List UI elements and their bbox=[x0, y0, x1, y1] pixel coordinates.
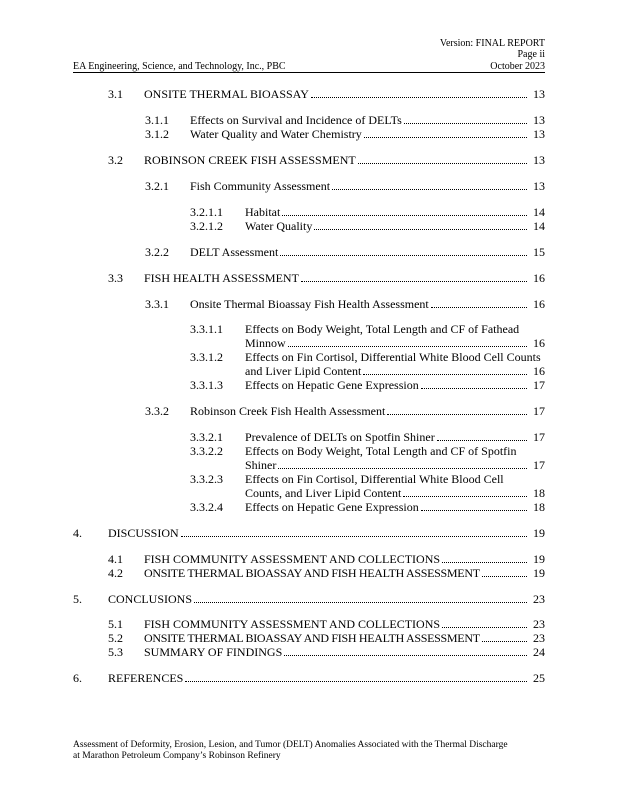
toc-entry-3-3-1[interactable] bbox=[145, 297, 545, 311]
toc-number: 3.3.2.2 bbox=[190, 444, 223, 458]
toc-title: FISH COMMUNITY ASSESSMENT AND COLLECTIONS bbox=[144, 552, 441, 566]
dot-leader bbox=[314, 219, 527, 230]
toc-title: FISH COMMUNITY ASSESSMENT AND COLLECTIONS bbox=[144, 617, 441, 631]
dot-leader bbox=[442, 552, 527, 563]
toc-number: 3.3.1 bbox=[145, 297, 169, 311]
toc-title: ONSITE THERMAL BIOASSAY bbox=[144, 87, 309, 101]
toc-number: 5.2 bbox=[108, 631, 123, 645]
toc-page: 13 bbox=[533, 179, 545, 193]
toc-page: 17 bbox=[533, 404, 545, 418]
toc-title: DISCUSSION bbox=[108, 526, 179, 540]
toc-title: Onsite Thermal Bioassay Fish Health Assessment bbox=[190, 297, 429, 311]
toc-title: REFERENCES bbox=[108, 671, 184, 685]
toc-page: 16 bbox=[533, 336, 545, 350]
toc-title: Robinson Creek Fish Health Assessment bbox=[190, 404, 386, 418]
toc-entry-3-3-1-3[interactable] bbox=[190, 378, 545, 392]
dot-leader bbox=[404, 113, 527, 124]
dot-leader bbox=[358, 153, 527, 164]
toc-entry-3-3-1-1[interactable] bbox=[190, 322, 545, 350]
toc-page: 16 bbox=[533, 271, 545, 285]
toc-page: 24 bbox=[533, 645, 545, 659]
toc-entry-5-3[interactable] bbox=[108, 645, 545, 659]
toc-number: 3.3.2.3 bbox=[190, 472, 223, 486]
toc-entry-3-1[interactable] bbox=[108, 87, 545, 101]
toc-number: 3.1.2 bbox=[145, 127, 169, 141]
toc-number: 3.3.2 bbox=[145, 404, 169, 418]
toc-title: CONCLUSIONS bbox=[108, 592, 193, 606]
toc-entry-5[interactable] bbox=[73, 592, 545, 606]
toc-number: 6. bbox=[73, 671, 82, 685]
dot-leader bbox=[301, 271, 527, 282]
toc-title: Water Quality and Water Chemistry bbox=[190, 127, 362, 141]
dot-leader bbox=[284, 645, 527, 656]
toc-title: Prevalence of DELTs on Spotfin Shiner bbox=[245, 430, 435, 444]
toc-number: 3.1.1 bbox=[145, 113, 169, 127]
toc-title-continued: and Liver Lipid Content bbox=[245, 364, 362, 378]
toc-page: 13 bbox=[533, 153, 545, 167]
toc-number: 3.3.2.1 bbox=[190, 430, 223, 444]
toc-entry-3-2-1-1[interactable] bbox=[190, 205, 545, 219]
toc-page: 14 bbox=[533, 219, 545, 233]
toc-entry-3-2-1[interactable] bbox=[145, 179, 545, 193]
toc-page: 17 bbox=[533, 378, 545, 392]
dot-leader bbox=[280, 245, 527, 256]
dot-leader bbox=[421, 500, 527, 511]
toc-page: 13 bbox=[533, 127, 545, 141]
toc-title: Habitat bbox=[245, 205, 281, 219]
toc-page: 25 bbox=[533, 671, 545, 685]
toc-number: 3.3.1.2 bbox=[190, 350, 223, 364]
dot-leader bbox=[278, 458, 527, 469]
toc-number: 4.1 bbox=[108, 552, 123, 566]
dot-leader bbox=[364, 127, 527, 138]
toc-page: 19 bbox=[533, 566, 545, 580]
dot-leader bbox=[181, 526, 527, 537]
toc-entry-3-2[interactable] bbox=[108, 153, 545, 167]
toc-title: Effects on Fin Cortisol, Differential White Blood Cell bbox=[245, 472, 504, 486]
page-number: Page ii bbox=[517, 49, 545, 60]
toc-title: Effects on Body Weight, Total Length and CF of Fathead bbox=[245, 322, 520, 336]
toc-page: 13 bbox=[533, 87, 545, 101]
dot-leader bbox=[311, 87, 527, 98]
toc-number: 5.3 bbox=[108, 645, 123, 659]
toc-entry-3-3[interactable] bbox=[108, 271, 545, 285]
toc-page: 23 bbox=[533, 617, 545, 631]
toc-entry-3-3-2[interactable] bbox=[145, 404, 545, 418]
dot-leader bbox=[288, 336, 527, 347]
toc-page: 16 bbox=[533, 364, 545, 378]
toc-number: 3.2.1.1 bbox=[190, 205, 223, 219]
toc-page: 23 bbox=[533, 631, 545, 645]
toc-number: 3.2.1.2 bbox=[190, 219, 223, 233]
toc-entry-5-1[interactable] bbox=[108, 617, 545, 631]
dot-leader bbox=[387, 404, 527, 415]
dot-leader bbox=[363, 364, 527, 375]
toc-entry-3-3-2-3[interactable] bbox=[190, 472, 545, 500]
toc-page: 17 bbox=[533, 430, 545, 444]
toc-page: 13 bbox=[533, 113, 545, 127]
toc-title: Effects on Hepatic Gene Expression bbox=[245, 500, 419, 514]
toc-title: Water Quality bbox=[245, 219, 313, 233]
toc-entry-5-2[interactable] bbox=[108, 631, 545, 645]
dot-leader bbox=[194, 592, 527, 603]
toc-page: 14 bbox=[533, 205, 545, 219]
toc-title: FISH HEALTH ASSESSMENT bbox=[144, 271, 299, 285]
footer-title-line1: Assessment of Deformity, Erosion, Lesion, and Tumor (DELT) Anomalies Associated with the Thermal Discharge bbox=[73, 740, 508, 750]
toc-page: 16 bbox=[533, 297, 545, 311]
toc-entry-6[interactable] bbox=[73, 671, 545, 685]
document-footer bbox=[73, 740, 508, 762]
toc-number: 5. bbox=[73, 592, 82, 606]
toc-title: ONSITE THERMAL BIOASSAY AND FISH HEALTH ASSESSMENT bbox=[144, 631, 480, 645]
dot-leader bbox=[185, 671, 527, 682]
toc-entry-3-1-2[interactable] bbox=[145, 127, 545, 141]
toc-number: 3.2 bbox=[108, 153, 123, 167]
report-version: Version: FINAL REPORT bbox=[439, 38, 545, 49]
toc-entry-3-3-2-4[interactable] bbox=[190, 500, 545, 514]
toc-entry-3-1-1[interactable] bbox=[145, 113, 545, 127]
toc-entry-3-3-2-1[interactable] bbox=[190, 430, 545, 444]
toc-page: 18 bbox=[533, 500, 545, 514]
toc-entry-4-1[interactable] bbox=[108, 552, 545, 566]
toc-page: 23 bbox=[533, 592, 545, 606]
toc-entry-3-3-1-2[interactable] bbox=[190, 350, 545, 378]
toc-number: 4.2 bbox=[108, 566, 123, 580]
toc-title: Effects on Hepatic Gene Expression bbox=[245, 378, 419, 392]
dot-leader bbox=[421, 378, 527, 389]
toc-title: ONSITE THERMAL BIOASSAY AND FISH HEALTH ASSESSMENT bbox=[144, 566, 480, 580]
toc-title: DELT Assessment bbox=[190, 245, 279, 259]
toc-page: 18 bbox=[533, 486, 545, 500]
toc-entry-4[interactable] bbox=[73, 526, 545, 540]
toc-title-continued: Shiner bbox=[245, 458, 277, 472]
toc-title: ROBINSON CREEK FISH ASSESSMENT bbox=[144, 153, 356, 167]
toc-title: Fish Community Assessment bbox=[190, 179, 331, 193]
report-date: October 2023 bbox=[490, 61, 545, 72]
toc-number: 3.2.2 bbox=[145, 245, 169, 259]
company-name: EA Engineering, Science, and Technology, Inc., PBC bbox=[73, 61, 286, 72]
toc-number: 3.1 bbox=[108, 87, 123, 101]
header-divider bbox=[73, 72, 545, 73]
toc-page: 19 bbox=[533, 526, 545, 540]
dot-leader bbox=[482, 631, 527, 642]
toc-number: 4. bbox=[73, 526, 82, 540]
toc-title: Effects on Fin Cortisol, Differential White Blood Cell Counts bbox=[245, 350, 541, 364]
dot-leader bbox=[282, 205, 527, 216]
toc-page: 19 bbox=[533, 552, 545, 566]
dot-leader bbox=[332, 179, 527, 190]
dot-leader bbox=[442, 617, 527, 628]
toc-title: SUMMARY OF FINDINGS bbox=[144, 645, 283, 659]
footer-title-line2: at Marathon Petroleum Company’s Robinson Refinery bbox=[73, 751, 281, 761]
toc-title-continued: Minnow bbox=[245, 336, 286, 350]
toc-entry-3-2-2[interactable] bbox=[145, 245, 545, 259]
toc-title: Effects on Body Weight, Total Length and CF of Spotfin bbox=[245, 444, 517, 458]
toc-number: 3.2.1 bbox=[145, 179, 169, 193]
dot-leader bbox=[437, 430, 527, 441]
toc-entry-3-2-1-2[interactable] bbox=[190, 219, 545, 233]
toc-number: 3.3.1.3 bbox=[190, 378, 223, 392]
toc-page: 17 bbox=[533, 458, 545, 472]
dot-leader bbox=[431, 297, 527, 308]
toc-entry-3-3-2-2[interactable] bbox=[190, 444, 545, 472]
dot-leader bbox=[482, 566, 527, 577]
toc-title: Effects on Survival and Incidence of DELTs bbox=[190, 113, 402, 127]
toc-page: 15 bbox=[533, 245, 545, 259]
dot-leader bbox=[403, 486, 527, 497]
toc-title-continued: Counts, and Liver Lipid Content bbox=[245, 486, 402, 500]
toc-entry-4-2[interactable] bbox=[108, 566, 545, 580]
toc-number: 3.3 bbox=[108, 271, 123, 285]
toc-number: 3.3.2.4 bbox=[190, 500, 223, 514]
toc-number: 5.1 bbox=[108, 617, 123, 631]
toc-number: 3.3.1.1 bbox=[190, 322, 223, 336]
